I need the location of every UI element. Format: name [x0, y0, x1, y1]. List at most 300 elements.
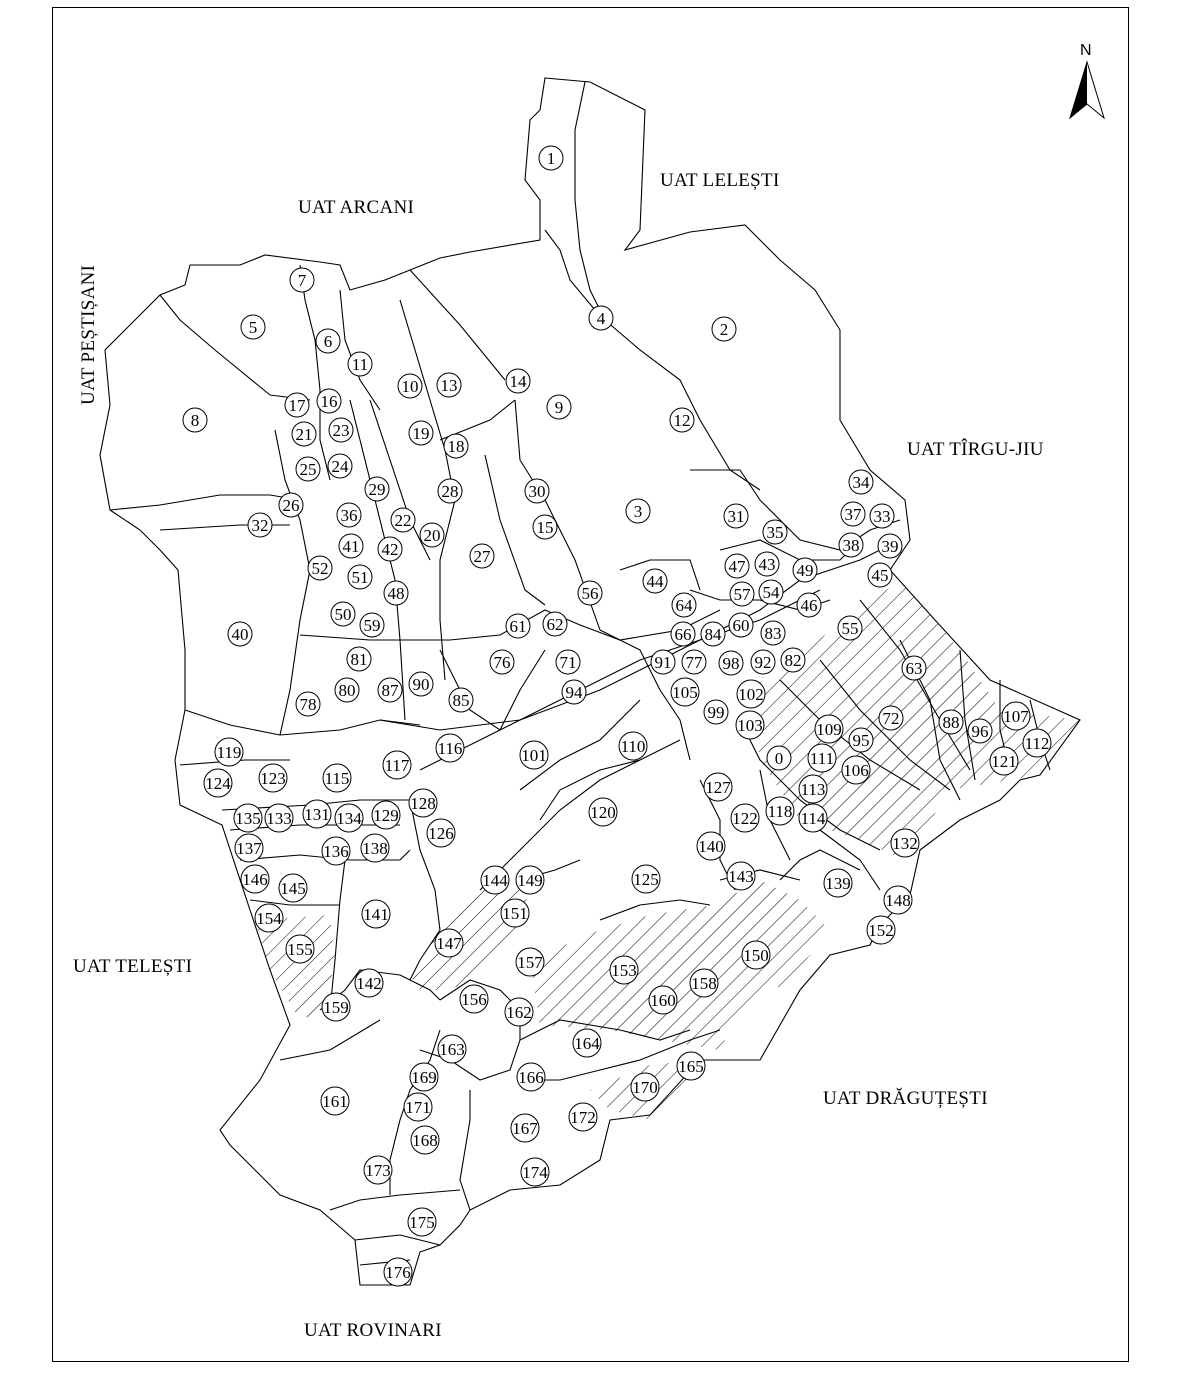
hatched-zone-147 — [410, 880, 530, 990]
parcel-marker — [391, 508, 415, 532]
parcel-number: 3 — [633, 502, 643, 521]
parcel-marker — [737, 680, 765, 708]
parcel-number: 52 — [311, 559, 329, 578]
parcel-marker — [409, 421, 433, 445]
parcel-marker — [610, 956, 638, 984]
parcel-marker — [520, 741, 548, 769]
neighbour-label-tirgu-jiu: UAT TÎRGU-JIU — [907, 439, 1044, 460]
parcel-number: 72 — [882, 709, 900, 728]
parcel-marker — [511, 1114, 539, 1142]
parcel-number: 82 — [784, 651, 802, 670]
parcel-marker — [248, 513, 272, 537]
parcel-marker — [763, 520, 787, 544]
parcel-marker — [626, 499, 650, 523]
parcel-number: 152 — [868, 921, 894, 940]
parcel-number: 61 — [509, 617, 527, 636]
parcel-marker — [533, 515, 557, 539]
parcel-marker — [328, 454, 352, 478]
parcel-number: 173 — [365, 1161, 391, 1180]
parcel-marker — [329, 418, 353, 442]
parcel-number: 145 — [280, 879, 306, 898]
parcel-marker — [410, 1063, 438, 1091]
parcel-marker — [348, 352, 372, 376]
parcel-number: 22 — [394, 511, 412, 530]
parcel-marker — [322, 837, 350, 865]
parcel-marker — [697, 832, 725, 860]
parcel-number: 17 — [288, 396, 306, 415]
parcel-marker — [183, 408, 207, 432]
parcel-number: 28 — [441, 482, 459, 501]
parcel-number: 149 — [517, 871, 543, 890]
parcel-marker — [348, 565, 372, 589]
parcel-marker — [701, 622, 725, 646]
parcel-number: 80 — [338, 681, 356, 700]
parcel-marker — [517, 1063, 545, 1091]
parcel-number: 19 — [412, 424, 430, 443]
north-arrow-label: N — [1080, 42, 1092, 59]
parcel-marker — [378, 537, 402, 561]
parcel-marker — [292, 422, 316, 446]
parcel-marker — [671, 678, 699, 706]
parcel-number: 25 — [299, 460, 317, 479]
parcel-marker — [516, 866, 544, 894]
parcel-number: 103 — [737, 716, 763, 735]
parcel-number: 122 — [732, 809, 758, 828]
parcel-number: 12 — [673, 411, 691, 430]
parcel-marker — [725, 554, 749, 578]
parcel-marker — [631, 1073, 659, 1101]
parcel-number: 43 — [758, 555, 776, 574]
parcel-number: 84 — [704, 625, 722, 644]
parcel-marker — [868, 563, 892, 587]
parcel-marker — [543, 612, 567, 636]
parcel-marker — [797, 593, 821, 617]
parcel-number: 27 — [473, 547, 491, 566]
parcel-number: 148 — [885, 891, 911, 910]
parcel-marker — [849, 728, 873, 752]
parcel-marker — [286, 935, 314, 963]
parcel-number: 85 — [452, 691, 470, 710]
parcel-marker — [759, 580, 783, 604]
parcel-number: 34 — [852, 473, 870, 492]
parcel-number: 132 — [892, 834, 918, 853]
parcel-marker — [767, 746, 791, 770]
parcel-number: 88 — [942, 713, 960, 732]
parcel-number: 59 — [363, 616, 381, 635]
parcel-marker — [279, 874, 307, 902]
parcel-number: 151 — [502, 904, 528, 923]
parcel-number: 77 — [685, 653, 703, 672]
parcel-marker — [879, 706, 903, 730]
parcel-number: 30 — [528, 482, 546, 501]
parcel-marker — [539, 146, 563, 170]
parcel-marker — [347, 647, 371, 671]
parcel-marker — [867, 916, 895, 944]
parcel-number: 78 — [299, 695, 317, 714]
parcel-number: 91 — [654, 653, 672, 672]
parcel-number: 13 — [440, 376, 458, 395]
parcel-marker — [578, 581, 602, 605]
parcel-number: 154 — [256, 909, 282, 928]
parcel-number: 95 — [852, 731, 870, 750]
parcel-number: 10 — [401, 377, 419, 396]
parcel-number: 136 — [323, 842, 349, 861]
parcel-number: 51 — [351, 568, 369, 587]
parcel-marker — [481, 866, 509, 894]
parcel-number: 112 — [1024, 734, 1050, 753]
parcel-marker — [849, 470, 873, 494]
parcel-number: 56 — [581, 584, 599, 603]
parcel-number: 66 — [674, 625, 692, 644]
parcel-number: 2 — [719, 320, 729, 339]
parcel-marker — [501, 899, 529, 927]
parcel-marker — [724, 504, 748, 528]
parcel-marker — [761, 621, 785, 645]
parcel-marker — [643, 569, 667, 593]
parcel-number: 147 — [436, 934, 462, 953]
parcel-marker — [409, 672, 433, 696]
parcel-marker — [704, 700, 728, 724]
parcel-number: 114 — [800, 809, 826, 828]
parcel-marker — [398, 374, 422, 398]
parcel-number: 20 — [423, 526, 441, 545]
parcel-number: 158 — [691, 974, 717, 993]
parcel-marker — [719, 651, 743, 675]
parcel-number: 142 — [356, 974, 382, 993]
parcel-number: 14 — [509, 372, 527, 391]
parcel-number: 32 — [251, 516, 269, 535]
parcel-marker — [323, 764, 351, 792]
parcel-number: 170 — [632, 1078, 658, 1097]
parcel-number: 169 — [411, 1068, 437, 1087]
parcel-marker — [589, 798, 617, 826]
parcel-marker — [729, 613, 753, 637]
parcel-marker — [793, 558, 817, 582]
parcel-number: 101 — [521, 746, 547, 765]
parcel-marker — [1023, 729, 1051, 757]
parcel-number: 163 — [439, 1040, 465, 1059]
parcel-number: 138 — [362, 839, 388, 858]
parcel-number: 117 — [384, 756, 410, 775]
parcel-marker — [569, 1103, 597, 1131]
parcel-marker — [362, 900, 390, 928]
parcel-marker — [255, 904, 283, 932]
parcel-number: 99 — [707, 703, 725, 722]
parcel-number: 16 — [320, 392, 338, 411]
parcel-number: 157 — [517, 953, 543, 972]
parcel-number: 98 — [722, 654, 740, 673]
parcel-marker — [470, 544, 494, 568]
parcel-marker — [490, 650, 514, 674]
parcel-marker — [241, 865, 269, 893]
parcel-number: 160 — [650, 991, 676, 1010]
parcel-marker — [671, 622, 695, 646]
neighbour-label-dragutesti: UAT DRĂGUȚEȘTI — [823, 1088, 988, 1109]
parcel-marker — [339, 534, 363, 558]
parcel-marker — [556, 650, 580, 674]
parcel-number: 42 — [381, 540, 399, 559]
parcel-marker — [204, 769, 232, 797]
parcel-number: 161 — [322, 1092, 348, 1111]
parcel-number: 55 — [841, 619, 859, 638]
parcel-marker — [241, 315, 265, 339]
parcel-number: 172 — [570, 1108, 596, 1127]
parcel-number: 119 — [216, 743, 242, 762]
parcel-marker — [360, 613, 384, 637]
neighbour-label-telesti: UAT TELEȘTI — [73, 956, 193, 977]
parcel-number: 131 — [304, 805, 330, 824]
parcel-marker — [438, 479, 462, 503]
parcel-number: 143 — [728, 867, 754, 886]
parcel-number: 165 — [678, 1057, 704, 1076]
parcel-marker — [672, 593, 696, 617]
parcel-number: 166 — [518, 1068, 544, 1087]
parcel-number: 118 — [767, 802, 793, 821]
parcel-number: 11 — [351, 355, 369, 374]
parcel-marker — [444, 434, 468, 458]
parcel-marker — [841, 502, 865, 526]
parcel-number: 111 — [809, 749, 835, 768]
parcel-marker — [839, 533, 863, 557]
parcel-number: 40 — [231, 625, 249, 644]
parcel-number: 121 — [991, 752, 1017, 771]
parcel-number: 92 — [754, 653, 772, 672]
parcel-number: 38 — [842, 536, 860, 555]
parcel-number: 18 — [447, 437, 465, 456]
parcel-marker — [322, 993, 350, 1021]
parcel-number: 105 — [672, 683, 698, 702]
parcel-marker — [990, 747, 1018, 775]
parcel-marker — [766, 797, 794, 825]
parcel-marker — [878, 534, 902, 558]
parcel-number: 24 — [331, 457, 349, 476]
parcel-number: 47 — [728, 557, 746, 576]
parcel-number: 54 — [762, 583, 780, 602]
parcel-number: 106 — [843, 761, 869, 780]
parcel-marker — [404, 1093, 432, 1121]
parcel-marker — [290, 268, 314, 292]
parcel-number: 71 — [559, 653, 577, 672]
parcel-number: 45 — [871, 566, 889, 585]
parcel-marker — [525, 479, 549, 503]
parcel-number: 23 — [332, 421, 350, 440]
parcel-marker — [1002, 702, 1030, 730]
parcel-number: 123 — [260, 769, 286, 788]
parcel-number: 127 — [705, 778, 731, 797]
parcel-marker — [408, 1208, 436, 1236]
parcel-number: 5 — [248, 318, 258, 337]
neighbour-label-rovinari: UAT ROVINARI — [304, 1320, 442, 1341]
parcel-marker — [939, 710, 963, 734]
parcel-marker — [335, 678, 359, 702]
parcel-number: 1 — [546, 149, 556, 168]
parcel-number: 167 — [512, 1119, 538, 1138]
parcel-marker — [436, 734, 464, 762]
parcel-number: 49 — [796, 561, 814, 580]
parcel-number: 153 — [611, 961, 637, 980]
parcel-number: 115 — [324, 769, 350, 788]
parcel-number: 64 — [675, 596, 693, 615]
parcel-number: 44 — [646, 572, 664, 591]
parcel-number: 31 — [727, 507, 745, 526]
parcel-number: 29 — [368, 480, 386, 499]
parcel-marker — [317, 389, 341, 413]
parcel-marker — [235, 834, 263, 862]
parcel-number: 7 — [297, 271, 307, 290]
parcel-marker — [411, 1126, 439, 1154]
parcel-number: 76 — [493, 653, 511, 672]
parcel-marker — [372, 801, 400, 829]
parcel-number: 162 — [506, 1003, 532, 1022]
neighbour-label-lelesti: UAT LELEȘTI — [660, 170, 780, 191]
parcel-marker — [303, 800, 331, 828]
parcel-marker — [690, 969, 718, 997]
parcel-number: 124 — [205, 774, 231, 793]
parcel-number: 140 — [698, 837, 724, 856]
parcel-marker — [259, 764, 287, 792]
parcel-number: 63 — [905, 659, 923, 678]
parcel-marker — [409, 789, 437, 817]
parcel-marker — [384, 1258, 412, 1286]
parcel-marker — [296, 457, 320, 481]
parcel-marker — [870, 504, 894, 528]
parcel-marker — [682, 650, 706, 674]
parcel-marker — [562, 680, 586, 704]
parcel-marker — [506, 369, 530, 393]
parcel-marker — [968, 719, 992, 743]
parcel-number: 126 — [428, 824, 454, 843]
parcel-marker — [755, 552, 779, 576]
north-arrow — [1070, 42, 1104, 118]
parcel-marker — [731, 804, 759, 832]
parcel-marker — [384, 581, 408, 605]
parcel-marker — [449, 688, 473, 712]
parcel-number: 62 — [546, 615, 564, 634]
parcel-marker — [361, 834, 389, 862]
parcel-number: 81 — [350, 650, 368, 669]
parcel-number: 174 — [522, 1163, 548, 1182]
parcel-number: 168 — [412, 1131, 438, 1150]
parcel-number: 36 — [340, 506, 358, 525]
parcel-number: 144 — [482, 871, 508, 890]
parcel-number: 156 — [461, 990, 487, 1009]
parcel-marker — [383, 751, 411, 779]
parcel-marker — [331, 602, 355, 626]
parcel-number: 146 — [242, 870, 268, 889]
parcel-number: 37 — [844, 505, 862, 524]
parcel-marker — [799, 775, 827, 803]
parcel-marker — [799, 804, 827, 832]
parcel-number: 60 — [732, 616, 750, 635]
parcel-marker — [234, 804, 262, 832]
parcel-number: 134 — [336, 809, 362, 828]
parcel-marker — [547, 395, 571, 419]
parcel-marker — [884, 886, 912, 914]
parcel-marker — [736, 711, 764, 739]
parcel-marker — [730, 582, 754, 606]
parcel-marker — [649, 986, 677, 1014]
parcel-number: 41 — [342, 537, 360, 556]
parcel-number: 129 — [373, 806, 399, 825]
parcel-number: 164 — [574, 1034, 600, 1053]
parcel-number: 175 — [409, 1213, 435, 1232]
parcel-marker — [506, 614, 530, 638]
parcel-marker — [505, 998, 533, 1026]
parcel-number: 21 — [295, 425, 313, 444]
parcel-number: 135 — [235, 809, 261, 828]
parcel-number: 48 — [387, 584, 405, 603]
parcel-number: 133 — [266, 809, 292, 828]
parcel-marker — [902, 656, 926, 680]
parcel-number: 110 — [620, 737, 646, 756]
parcel-marker — [355, 969, 383, 997]
parcel-marker — [781, 648, 805, 672]
parcel-number: 35 — [766, 523, 784, 542]
parcel-marker — [727, 862, 755, 890]
parcel-number: 4 — [596, 309, 606, 328]
parcel-number: 109 — [816, 720, 842, 739]
parcel-marker — [619, 732, 647, 760]
parcel-marker — [808, 744, 836, 772]
parcel-marker — [677, 1052, 705, 1080]
parcel-number: 137 — [236, 839, 262, 858]
parcel-number: 113 — [800, 780, 826, 799]
parcel-number: 15 — [536, 518, 554, 537]
parcel-marker — [589, 306, 613, 330]
parcel-number: 171 — [405, 1098, 431, 1117]
parcel-marker — [321, 1087, 349, 1115]
parcel-marker — [378, 678, 402, 702]
parcel-marker — [712, 317, 736, 341]
parcel-number: 150 — [743, 946, 769, 965]
parcel-number: 50 — [334, 605, 352, 624]
parcel-marker — [842, 756, 870, 784]
hatched-zone-south-central — [530, 880, 830, 1050]
parcel-number: 155 — [287, 940, 313, 959]
neighbour-label-arcani: UAT ARCANI — [298, 197, 415, 218]
parcel-marker — [215, 738, 243, 766]
parcel-marker — [651, 650, 675, 674]
parcel-number: 6 — [323, 332, 333, 351]
parcel-marker — [435, 929, 463, 957]
parcel-marker — [335, 804, 363, 832]
parcel-number: 87 — [381, 681, 399, 700]
parcel-number: 94 — [565, 683, 583, 702]
parcel-marker — [742, 941, 770, 969]
parcel-marker — [364, 1156, 392, 1184]
parcel-number: 116 — [437, 739, 463, 758]
parcel-number: 107 — [1003, 707, 1029, 726]
parcel-number: 26 — [282, 496, 300, 515]
parcel-number: 57 — [733, 585, 751, 604]
parcel-number: 141 — [363, 905, 389, 924]
parcel-number: 0 — [774, 749, 784, 768]
parcel-marker — [316, 329, 340, 353]
parcel-number: 9 — [554, 398, 564, 417]
parcel-marker — [838, 616, 862, 640]
parcel-number: 139 — [825, 874, 851, 893]
parcel-number: 128 — [410, 794, 436, 813]
parcel-marker — [751, 650, 775, 674]
parcel-number: 39 — [881, 537, 899, 556]
parcel-number: 102 — [738, 685, 764, 704]
parcel-marker — [285, 393, 309, 417]
neighbour-label-pestisani: UAT PEȘTIȘANI — [78, 264, 99, 405]
parcel-marker — [279, 493, 303, 517]
parcel-number: 83 — [764, 624, 782, 643]
parcel-number: 33 — [873, 507, 891, 526]
parcel-marker — [296, 692, 320, 716]
